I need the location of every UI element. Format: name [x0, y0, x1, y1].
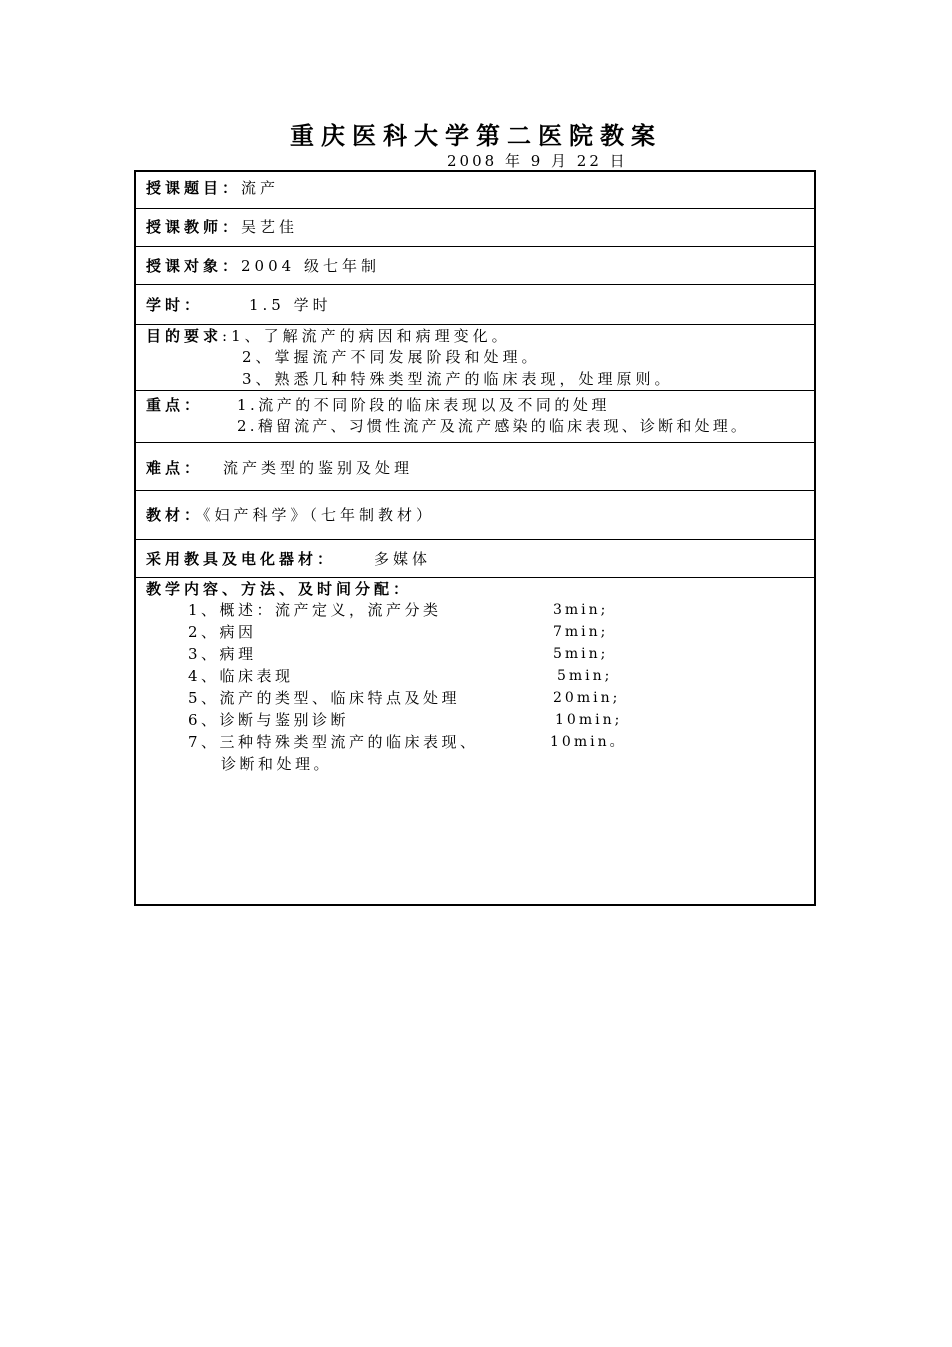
- equipment-label: 采用教具及电化器材：: [146, 550, 337, 568]
- hours-row: [136, 285, 814, 325]
- audience-value: 2004 级七年制: [241, 257, 380, 275]
- objectives-label: 目的要求: [146, 327, 223, 345]
- difficulty-value: 流产类型的鉴别及处理: [223, 459, 414, 477]
- objectives-line-1: :1、了解流产的病因和病理变化。: [222, 327, 511, 345]
- lesson-date: 2008 年 9 月 22 日: [447, 152, 628, 170]
- difficulty-label: 难点：: [146, 459, 204, 477]
- equipment-value: 多媒体: [374, 550, 432, 568]
- page-title: 重庆医科大学第二医院教案: [290, 122, 662, 150]
- key-points-label: 重点：: [146, 396, 204, 414]
- teacher-value: 吴艺佳: [241, 218, 299, 236]
- objectives-line-2: 2、掌握流产不同发展阶段和处理。: [242, 348, 541, 366]
- content-item-1-time: 3min;: [553, 602, 609, 618]
- content-item-2-time: 7min;: [553, 624, 609, 640]
- topic-label: 授课题目：: [146, 179, 242, 197]
- content-item-4-time: 5min;: [557, 668, 613, 684]
- content-item-2: 2、病因: [188, 623, 257, 641]
- content-item-3: 3、病理: [188, 645, 257, 663]
- content-row: [136, 578, 814, 904]
- hours-value: 1.5 学时: [249, 296, 332, 314]
- objectives-row: [136, 325, 814, 391]
- content-item-3-time: 5min;: [553, 646, 609, 662]
- content-item-1: 1、概述：流产定义，流产分类: [188, 601, 442, 619]
- equipment-row: [136, 540, 814, 578]
- content-item-5: 5、流产的类型、临床特点及处理: [188, 689, 461, 707]
- content-item-6-time: 10min;: [555, 712, 623, 728]
- topic-value: 流产: [241, 179, 280, 197]
- hours-label: 学时：: [146, 296, 204, 314]
- lesson-plan-table: [134, 170, 816, 906]
- content-item-4: 4、临床表现: [188, 667, 294, 685]
- objectives-line-3: 3、熟悉几种特殊类型流产的临床表现，处理原则。: [242, 370, 674, 388]
- key-points-line-2: 2.稽留流产、习惯性流产及流产感染的临床表现、诊断和处理。: [237, 417, 750, 435]
- content-item-6: 6、诊断与鉴别诊断: [188, 711, 350, 729]
- content-item-7-time: 10min。: [550, 734, 627, 750]
- key-points-row: [136, 391, 814, 443]
- textbook-label: 教材：: [146, 506, 204, 524]
- difficulty-row: [136, 443, 814, 491]
- content-item-7-continuation: 诊断和处理。: [221, 755, 333, 773]
- audience-row: [136, 247, 814, 285]
- textbook-row: [136, 491, 814, 540]
- teacher-label: 授课教师：: [146, 218, 242, 236]
- audience-label: 授课对象：: [146, 257, 242, 275]
- content-item-7: 7、三种特殊类型流产的临床表现、: [188, 733, 479, 751]
- content-label: 教学内容、方法、及时间分配：: [146, 580, 413, 598]
- content-item-5-time: 20min;: [553, 690, 621, 706]
- topic-row: [136, 172, 814, 209]
- teacher-row: [136, 209, 814, 247]
- key-points-line-1: 1.流产的不同阶段的临床表现以及不同的处理: [237, 396, 610, 414]
- textbook-value: 《妇产科学》（七年制教材）: [203, 506, 436, 524]
